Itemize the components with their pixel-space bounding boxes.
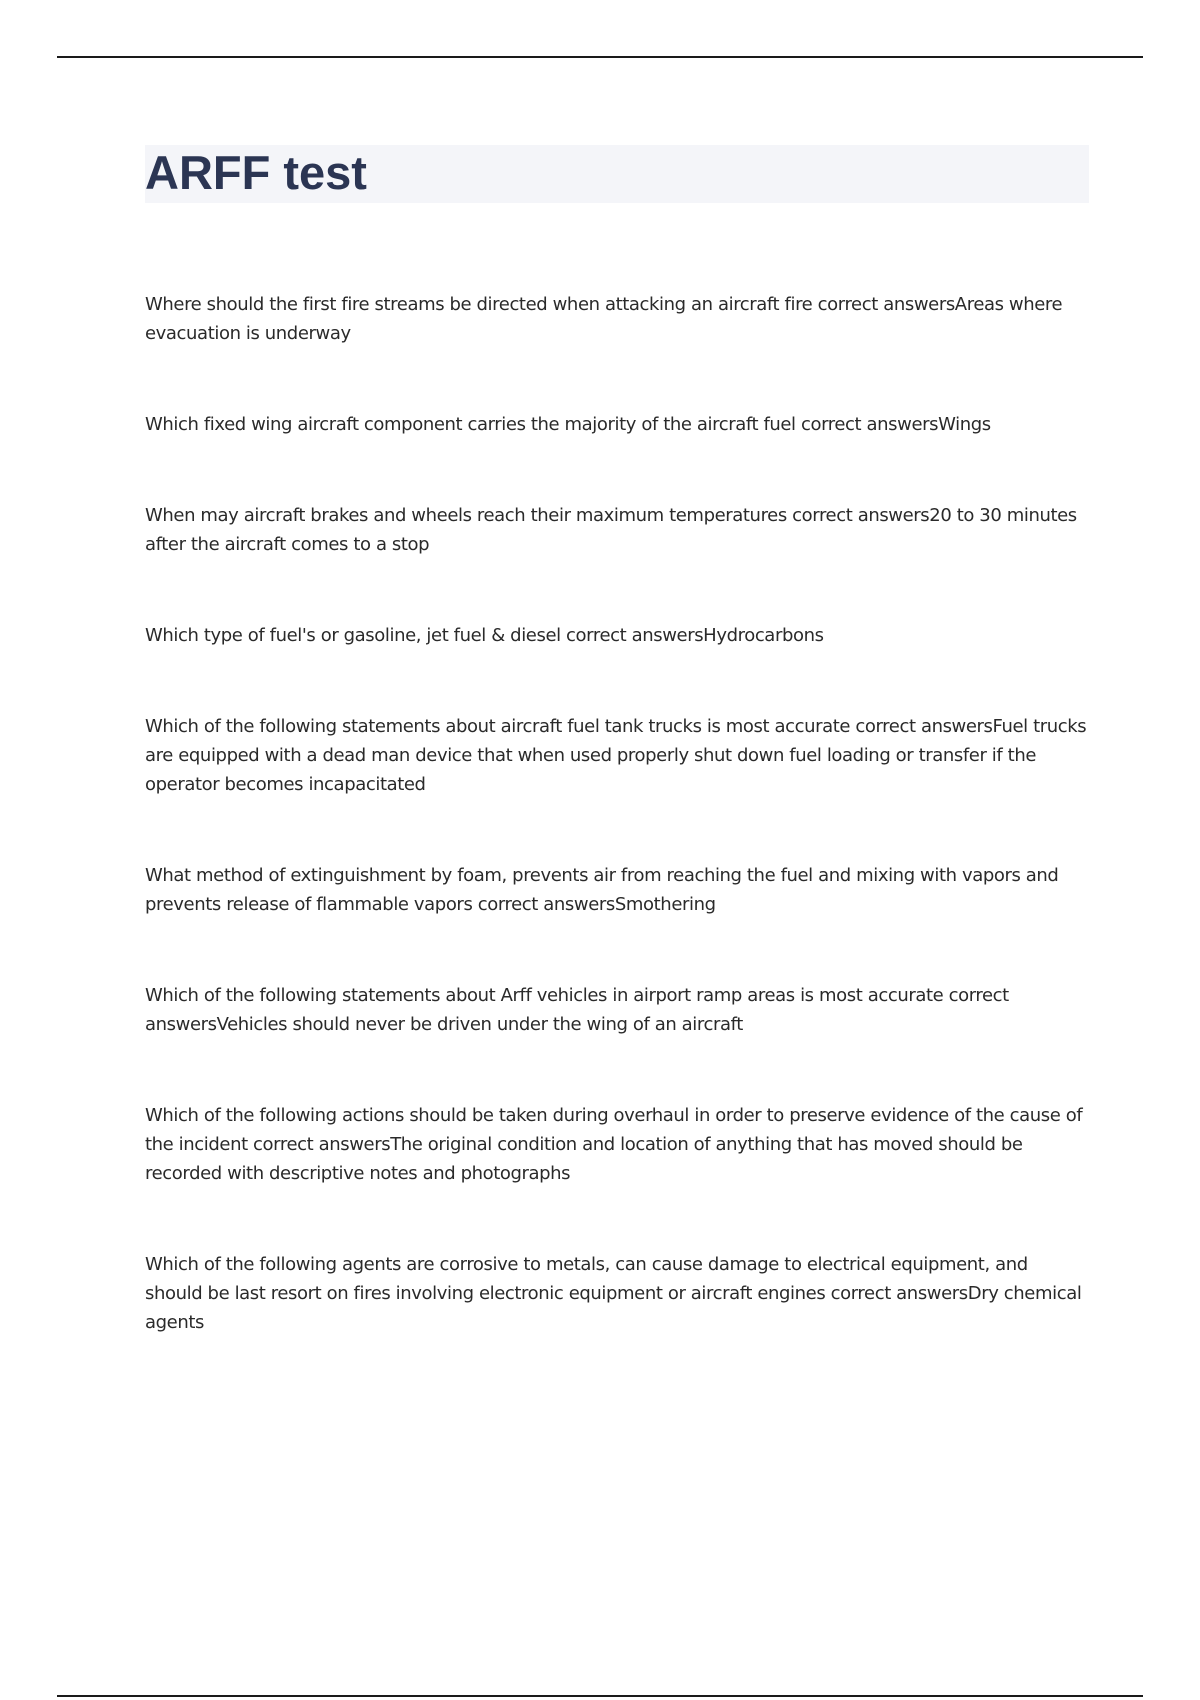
document-title: ARFF test bbox=[145, 146, 367, 199]
qa-item: Which of the following statements about Arff vehicles in airport ramp areas is most accurate correct answersVehicles should never be driven under the wing of an aircraft bbox=[145, 985, 1009, 1035]
qa-list bbox=[145, 290, 1090, 1399]
qa-item: Which type of fuel's or gasoline, jet fuel & diesel correct answersHydrocarbons bbox=[145, 625, 824, 646]
qa-item: What method of extinguishment by foam, prevents air from reaching the fuel and mixing with vapors and prevents release of flammable vapors correct answersSmothering bbox=[145, 865, 1059, 915]
qa-item: Which of the following statements about aircraft fuel tank trucks is most accurate correct answersFuel trucks are equipped with a dead man device that when used properly shut down fuel loading or transfer if the operator becomes incapacitated bbox=[145, 716, 1087, 795]
qa-item: Where should the first fire streams be directed when attacking an aircraft fire correct answersAreas where evacuation is underway bbox=[145, 294, 1063, 344]
qa-item: Which of the following actions should be taken during overhaul in order to preserve evidence of the cause of the incident correct answersThe original condition and location of anything that has moved should be recorded with descriptive notes and photographs bbox=[145, 1105, 1083, 1184]
qa-item: When may aircraft brakes and wheels reach their maximum temperatures correct answers20 to 30 minutes after the aircraft comes to a stop bbox=[145, 505, 1077, 555]
footer-rule bbox=[57, 1695, 1143, 1697]
header-rule bbox=[57, 56, 1143, 58]
qa-item: Which fixed wing aircraft component carries the majority of the aircraft fuel correct answersWings bbox=[145, 414, 991, 435]
qa-item: Which of the following agents are corrosive to metals, can cause damage to electrical equipment, and should be last resort on fires involving electronic equipment or aircraft engines correct answersDry chemical agents bbox=[145, 1254, 1082, 1333]
